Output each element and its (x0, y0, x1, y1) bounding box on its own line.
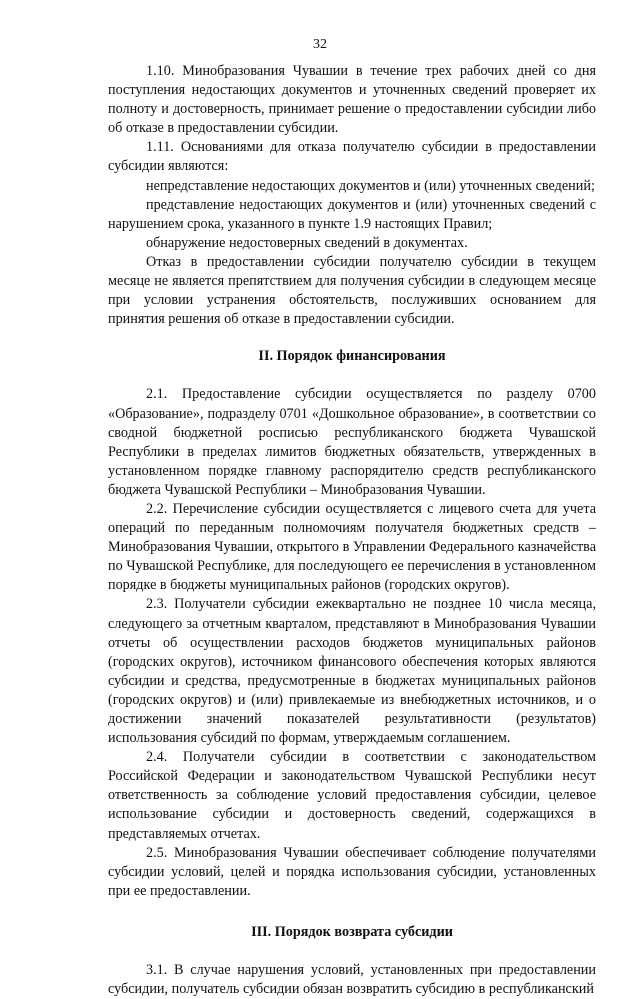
refusal-ground-3: обнаружение недостоверных сведений в документах. (146, 234, 468, 251)
paragraph-2-2: 2.2. Перечисление субсидии осуществляется с лицевого счета для учета операций по переданным полномочиям получателя бюджетных средств – Минобразования Чувашии, открытого в Управлении Федерального казначейства по Чувашской Республике, для последующего ее перечисления в установленном порядке в бюджеты муниципальных районов (городских округов). (108, 500, 596, 594)
paragraph-2-3: 2.3. Получатели субсидии ежеквартально не позднее 10 числа месяца, следующего за отчетным кварталом, представляют в Минобразования Чувашии отчеты об осуществлении расходов бюджетов муниципальных районов (городских округов), источником финансового обеспечения которых являются субсидии и средства, предусмотренные в бюджетах муниципальных районов (городских округов) и (или) привлекаемые из внебюджетных источников, и о достижении значений показателей результативности (результатов) использования субсидий по формам, утверждаемым соглашением. (108, 596, 596, 747)
paragraph-1-11: 1.11. Основаниями для отказа получателю субсидии в предоставлении субсидии являются: (108, 139, 596, 175)
paragraph-refusal-note: Отказ в предоставлении субсидии получателю субсидии в текущем месяце не является препятствием для получения субсидии в следующем месяце при условии устранения обстоятельств, послуживших основанием для принятия решения об отказе в предоставлении субсидии. (108, 253, 596, 328)
paragraph-2-1: 2.1. Предоставление субсидии осуществляется по разделу 0700 «Образование», подразделу 0701 «Дошкольное образование», в соответствии со сводной бюджетной росписью республиканского бюджета Чувашской Республики в пределах лимитов бюджетных обязательств, утвержденных в установленном порядке главному распорядителю средств республиканского бюджета Чувашской Республики – Минобразования Чувашии. (108, 386, 596, 498)
refusal-ground-1: непредставление недостающих документов и (или) уточненных сведений; (146, 177, 595, 194)
section-heading-refund: III. Порядок возврата субсидии (251, 923, 453, 940)
paragraph-3-1: 3.1. В случае нарушения условий, установленных при предоставлении субсидии, получатель субсидии обязан возвратить субсидию в республиканский (108, 962, 596, 998)
refusal-ground-2: представление недостающих документов и (или) уточненных сведений с нарушением срока, указанного в пункте 1.9 настоящих Правил; (108, 196, 596, 232)
page-number: 32 (313, 37, 327, 52)
paragraph-2-5: 2.5. Минобразования Чувашии обеспечивает соблюдение получателями субсидии условий, целей и порядка использования субсидии, установленных при ее предоставлении. (108, 844, 596, 899)
section-heading-financing: II. Порядок финансирования (258, 348, 446, 365)
document-body (108, 62, 596, 999)
paragraph-2-4: 2.4. Получатели субсидии в соответствии с законодательством Российской Федерации и законодательством Чувашской Республики несут ответственность за соблюдение условий предоставления субсидии, целевое использование субсидии и достоверность сведений, содержащихся в представляемых отчетах. (108, 749, 596, 842)
paragraph-1-10: 1.10. Минобразования Чувашии в течение трех рабочих дней со дня поступления недостающих документов и уточненных сведений проверяет их полноту и достоверность, принимает решение о предоставлении субсидии либо об отказе в предоставлении субсидии. (108, 63, 596, 137)
